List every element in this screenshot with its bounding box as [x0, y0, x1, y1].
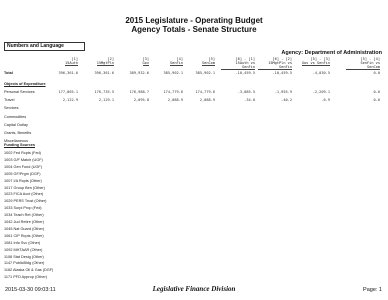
column-header-label: Gov vs SenFin [301, 61, 330, 65]
funding-row-label: 1033 Surpl Prop (Fed) [4, 206, 42, 211]
column-header-index: [3] [142, 57, 149, 61]
funding-section-heading: Funding Sources [4, 143, 36, 147]
object-cell: 174,779.6 [195, 90, 215, 94]
object-cell: 2,088.9 [167, 98, 183, 103]
total-cell: 396,361.6 [94, 71, 114, 75]
column-header-index: [5] [208, 57, 215, 61]
object-row-label: Miscellaneous [4, 139, 29, 144]
funding-row-label: 1108 Stat Desig (Other) [4, 254, 44, 259]
object-cell: -6.9 [321, 98, 330, 103]
funding-row-label: 1004 Gen Fund (UGF) [4, 164, 42, 169]
column-header [221, 57, 255, 70]
total-cell: 389,932.6 [129, 71, 149, 75]
object-cell: 177,865.1 [58, 90, 78, 94]
column-header [296, 57, 330, 66]
total-cell: -4,030.5 [312, 71, 330, 75]
column-header-index: [4] [176, 57, 183, 61]
total-cell: 385,902.1 [163, 71, 183, 75]
object-row-label: Capital Outlay [4, 122, 28, 127]
object-cell: 2,129.1 [98, 98, 114, 103]
total-cell: 396,361.6 [58, 71, 78, 75]
funding-row-label: 1092 MHTAAR (Other) [4, 247, 43, 252]
column-header [346, 57, 380, 70]
object-cell: 2,088.9 [199, 98, 215, 103]
object-cell: -1,955.9 [274, 90, 292, 94]
funding-row-label: 1045 Nat Guard (Other) [4, 226, 45, 231]
funding-row-label: 1162 Alaska Oil & Gas (DGF) [4, 268, 54, 273]
column-header [181, 57, 215, 66]
column-header-index: [6] - [1] [235, 57, 255, 61]
report-subtitle: Agency Totals - Senate Structure [131, 25, 257, 34]
object-row-label: Personal Services [4, 90, 35, 94]
column-header [149, 57, 183, 66]
total-cell: -10,459.5 [272, 71, 292, 75]
column-header-index: [5] - [4] [360, 57, 380, 61]
column-header-label: Gov [142, 61, 149, 65]
column-header-label: 15MgtPln vs SenFin [258, 61, 292, 70]
funding-row-label: 1023 FICA Acct (Other) [4, 192, 44, 197]
total-cell: -10,459.5 [235, 71, 255, 75]
object-row-label: Grants, Benefits [4, 131, 32, 135]
column-header [115, 57, 149, 66]
column-header-index: [1] [71, 57, 78, 61]
print-timestamp: 2015-03-30 09:03:11 [5, 287, 56, 293]
total-cell: 385,902.1 [195, 71, 215, 75]
funding-row-label: 1007 I/A Rcpts (Other) [4, 178, 42, 183]
object-cell: -2,209.1 [312, 90, 330, 94]
funding-row-label: 1034 Teach Ret (Other) [4, 213, 44, 218]
total-row-label: Total [4, 71, 13, 75]
object-row-label: Services [4, 106, 19, 111]
column-header-label: SenFin vs SenCom [346, 61, 380, 70]
funding-row-label: 1081 Info Svc (Other) [4, 240, 41, 245]
object-cell: -3,085.5 [237, 90, 255, 94]
column-header-label: 15Auth vs SenFin [221, 61, 255, 70]
object-cell: 176,735.5 [94, 90, 114, 94]
object-cell: 0.0 [373, 98, 380, 103]
object-cell: 0.0 [373, 90, 380, 94]
column-header-label: SenCom [202, 61, 215, 65]
page-number: Page: 1 [363, 287, 382, 293]
objects-section-heading: Objects of Expenditure [4, 82, 46, 86]
object-cell: -40.2 [281, 98, 292, 103]
funding-row-label: 1061 CIP Rcpts (Other) [4, 233, 44, 238]
column-header-label: 15Auth [65, 61, 78, 65]
object-cell: 176,988.7 [129, 90, 149, 94]
footer-division: Legislative Finance Division [152, 285, 236, 293]
column-header-label: 15MgtPln [96, 61, 114, 65]
object-cell: -34.0 [244, 98, 255, 103]
funding-row-label: 1029 PERS Trust (Other) [4, 199, 47, 204]
funding-row-label: 1003 G/F Match (UGF) [4, 157, 43, 162]
column-header-label: SenFin [170, 61, 183, 65]
object-row-label: Travel [4, 98, 15, 103]
numbers-and-language-box: Numbers and Language [4, 42, 85, 51]
column-header-index: [5] - [3] [310, 57, 330, 61]
funding-row-label: 1017 Group Ben (Other) [4, 185, 45, 190]
object-row-label: Commodities [4, 114, 27, 119]
object-cell: 174,779.6 [163, 90, 183, 94]
agency-label: Agency: Department of Administration [281, 50, 382, 56]
funding-row-label: 1042 Jud Retire (Other) [4, 220, 44, 224]
object-cell: 2,095.8 [133, 98, 149, 103]
funding-row-label: 1147 PublicBldg (Other) [4, 261, 45, 266]
funding-row-label: 1005 GF/Prgm (DGF) [4, 171, 41, 176]
column-header-index: [2] [107, 57, 114, 61]
total-cell: 0.0 [373, 71, 380, 75]
column-header [80, 57, 114, 66]
report-title: 2015 Legislature - Operating Budget [125, 16, 263, 25]
column-header [258, 57, 292, 70]
object-cell: 2,122.9 [62, 98, 78, 103]
column-header [44, 57, 78, 66]
column-header-index: [6] - [2] [272, 57, 292, 61]
funding-row-label: 1002 Fed Rcpts (Fed) [4, 151, 41, 155]
funding-row-label: 1171 PFD Approp (Other) [4, 275, 47, 280]
